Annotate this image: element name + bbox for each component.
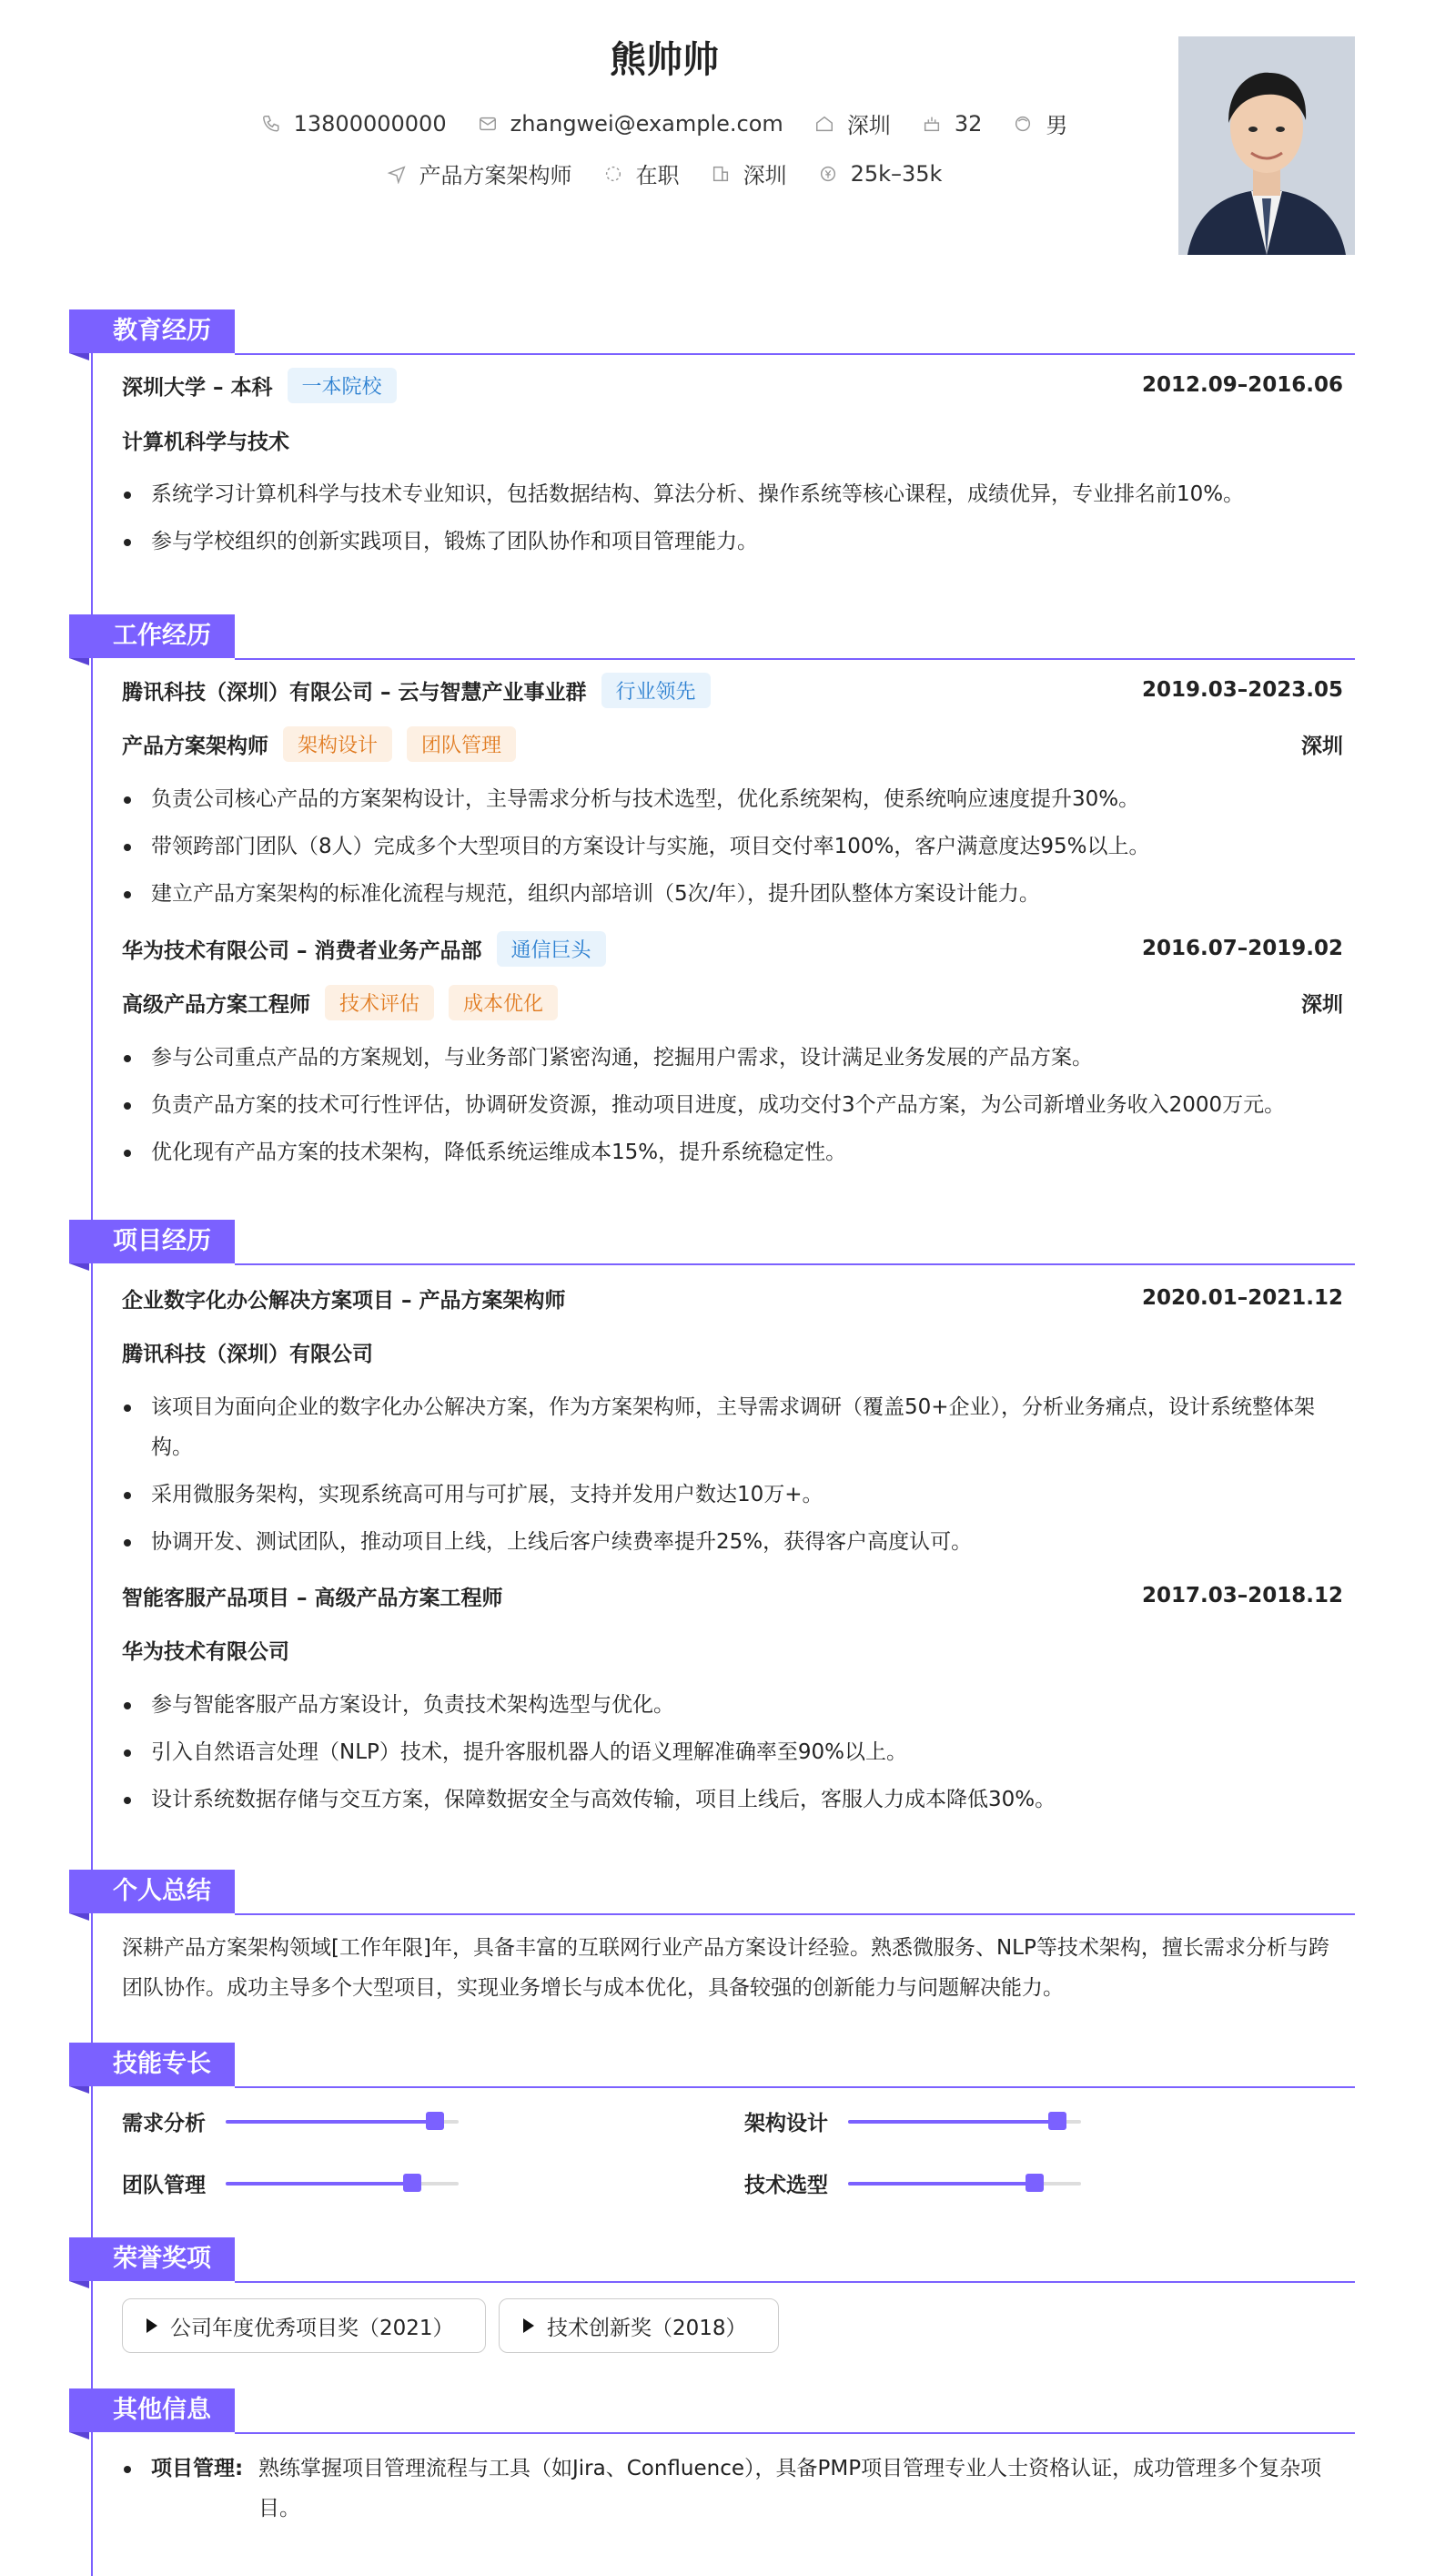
cake-icon: [922, 114, 942, 134]
other-text: 熟练掌握项目管理流程与工具（如Jira、Confluence），具备PMP项目管理专业人士资格认证，成功管理多个复杂项目。: [258, 2457, 1322, 2520]
section-project: [69, 1220, 1355, 1269]
work-bullets: [122, 1038, 1343, 1180]
project-date: 2017.03–2018.12: [1141, 1584, 1343, 1607]
skill-name: 需求分析: [122, 2112, 206, 2135]
list-item: 参与智能客服产品方案设计，负责技术架构选型与优化。: [122, 1685, 1343, 1725]
section-work: [69, 614, 1355, 664]
skill-track: [848, 2182, 1081, 2186]
skill-name: 架构设计: [744, 2112, 828, 2135]
send-icon: [387, 164, 407, 184]
section-summary: [69, 1870, 1355, 1919]
job-tag: 成本优化: [449, 985, 558, 1020]
status-item: [603, 157, 680, 189]
skill-item: [122, 2168, 459, 2198]
education-date: 2012.09–2016.06: [1141, 373, 1343, 397]
skill-track: [848, 2120, 1081, 2124]
section-title: 个人总结: [69, 1870, 235, 1913]
section-skills: [69, 2043, 1355, 2092]
section-fold: [69, 2281, 89, 2288]
list-item: 负责公司核心产品的方案架构设计，主导需求分析与技术选型，优化系统架构，使系统响应速度提升30%。: [122, 779, 1343, 819]
work-content: [122, 674, 1343, 1165]
list-item: 系统学习计算机科学与技术专业知识，包括数据结构、算法分析、操作系统等核心课程，成绩优异，专业排名前10%。: [122, 474, 1343, 514]
home-icon: [814, 114, 834, 134]
skill-item: [744, 2106, 1081, 2136]
job-title: 高级产品方案工程师: [122, 992, 310, 1017]
section-other: [69, 2388, 1355, 2438]
job-city: 深圳: [1301, 992, 1343, 1017]
work-date: 2016.07–2019.02: [1141, 937, 1343, 960]
gender-text: 男: [1046, 113, 1068, 138]
position-text: 产品方案架构师: [419, 163, 572, 188]
job-tag: 团队管理: [407, 726, 516, 762]
candidate-name: 熊帅帅: [610, 39, 719, 81]
work-city-item: [711, 157, 787, 189]
contact-row: [0, 107, 1329, 139]
skill-fill: [226, 2182, 412, 2186]
phone-icon: [261, 114, 281, 134]
status-icon: [603, 164, 623, 184]
age-text: 32: [954, 110, 983, 137]
mail-icon: [478, 114, 498, 134]
skill-item: [122, 2106, 459, 2136]
skill-fill: [848, 2182, 1035, 2186]
phone-text: 13800000000: [293, 110, 447, 137]
job-city: 深圳: [1301, 734, 1343, 758]
section-awards: [69, 2237, 1355, 2287]
section-rule: [235, 2281, 1355, 2283]
skill-name: 团队管理: [122, 2174, 206, 2197]
section-title: 其他信息: [69, 2388, 235, 2432]
section-education: [69, 309, 1355, 359]
other-content: [122, 2449, 1343, 2540]
list-item: 协调开发、测试团队，推动项目上线，上线后客户续费率提升25%，获得客户高度认可。: [122, 1522, 1343, 1562]
section-rule: [235, 353, 1355, 355]
email-item: [478, 111, 783, 137]
list-item: 采用微服务架构，实现系统高可用与可扩展，支持并发用户数达10万+。: [122, 1475, 1343, 1515]
section-title: 技能专长: [69, 2043, 235, 2086]
list-item: 参与公司重点产品的方案规划，与业务部门紧密沟通，挖掘用户需求，设计满足业务发展的产品方案。: [122, 1038, 1343, 1078]
award-chip: [499, 2298, 779, 2353]
location-text: 深圳: [846, 113, 891, 138]
list-item: 建立产品方案架构的标准化流程与规范，组织内部培训（5次/年），提升团队整体方案设计能力。: [122, 874, 1343, 914]
awards-content: [122, 2298, 1343, 2355]
position-item: [387, 157, 572, 189]
education-bullets: [122, 474, 1343, 569]
section-rule: [235, 1263, 1355, 1265]
profile-photo: [1178, 36, 1355, 255]
skill-item: [744, 2168, 1081, 2198]
phone-item: [261, 111, 447, 137]
company-badge: 通信巨头: [497, 931, 606, 967]
award-chip: [122, 2298, 486, 2353]
location-item: [814, 107, 891, 139]
work-city-text: 深圳: [743, 163, 787, 188]
list-item: 优化现有产品方案的技术架构，降低系统运维成本15%，提升系统稳定性。: [122, 1132, 1343, 1172]
summary-content: [122, 1928, 1343, 2019]
skill-knob: [426, 2112, 444, 2130]
job-tag: 技术评估: [325, 985, 434, 1020]
skill-name: 技术选型: [744, 2174, 828, 2197]
work-bullets: [122, 779, 1343, 921]
section-rule: [235, 2086, 1355, 2088]
project-name: 智能客服产品项目 – 高级产品方案工程师: [122, 1586, 503, 1610]
gender-item: [1013, 107, 1067, 139]
summary-text: 深耕产品方案架构领域[工作年限]年，具备丰富的互联网行业产品方案设计经验。熟悉微服务、NLP等技术架构，擅长需求分析与跨团队协作。成功主导多个大型项目，实现业务增长与成本优化，具备较强的创新能力与问题解决能力。: [122, 1936, 1329, 2000]
skill-fill: [848, 2120, 1057, 2124]
list-item: 引入自然语言处理（NLP）技术，提升客服机器人的语义理解准确率至90%以上。: [122, 1732, 1343, 1772]
skill-knob: [403, 2174, 421, 2192]
section-fold: [69, 2086, 89, 2094]
education-content: [122, 369, 1343, 569]
school-name: 深圳大学 – 本科: [122, 375, 273, 400]
list-item: 带领跨部门团队（8人）完成多个大型项目的方案设计与实施，项目交付率100%，客户满意度达95%以上。: [122, 827, 1343, 867]
section-title: 项目经历: [69, 1220, 235, 1263]
list-item: 设计系统数据存储与交互方案，保障数据安全与高效传输，项目上线后，客服人力成本降低30%。: [122, 1780, 1343, 1820]
skill-track: [226, 2120, 459, 2124]
gender-icon: [1013, 114, 1033, 134]
section-rule: [235, 2432, 1355, 2434]
age-item: [922, 111, 983, 137]
skill-knob: [1048, 2112, 1066, 2130]
company-badge: 行业领先: [601, 673, 711, 708]
skill-knob: [1026, 2174, 1044, 2192]
skill-fill: [226, 2120, 435, 2124]
project-date: 2020.01–2021.12: [1141, 1286, 1343, 1310]
project-bullets: [122, 1387, 1343, 1569]
award-label: 公司年度优秀项目奖（2021）: [170, 2316, 454, 2340]
company-name: 腾讯科技（深圳）有限公司 – 云与智慧产业事业群: [122, 680, 587, 705]
award-label: 技术创新奖（2018）: [547, 2316, 747, 2340]
play-icon: [147, 2318, 157, 2333]
project-bullets: [122, 1685, 1343, 1827]
job-intent-row: [0, 157, 1329, 189]
project-company: 腾讯科技（深圳）有限公司: [122, 1342, 373, 1366]
company-name: 华为技术有限公司 – 消费者业务产品部: [122, 938, 482, 963]
project-name: 企业数字化办公解决方案项目 – 产品方案架构师: [122, 1288, 566, 1313]
other-label: 项目管理:: [151, 2457, 244, 2480]
section-fold: [69, 658, 89, 665]
section-title: 荣誉奖项: [69, 2237, 235, 2281]
building-icon: [711, 164, 731, 184]
section-title: 工作经历: [69, 614, 235, 658]
work-date: 2019.03–2023.05: [1141, 678, 1343, 702]
school-badge: 一本院校: [288, 368, 397, 403]
job-tag: 架构设计: [283, 726, 392, 762]
project-content: [122, 1282, 1343, 1828]
job-title: 产品方案架构师: [122, 734, 268, 758]
skill-track: [226, 2182, 459, 2186]
section-rule: [235, 1913, 1355, 1915]
email-text: zhangwei@example.com: [510, 110, 783, 137]
section-rule: [235, 658, 1355, 660]
list-item: 负责产品方案的技术可行性评估，协调研发资源，推动项目进度，成功交付3个产品方案，为公司新增业务收入2000万元。: [122, 1085, 1343, 1125]
section-title: 教育经历: [69, 309, 235, 353]
salary-item: [818, 161, 943, 187]
section-fold: [69, 1263, 89, 1271]
major: 计算机科学与技术: [122, 430, 289, 454]
play-icon: [523, 2318, 534, 2333]
status-text: 在职: [635, 163, 680, 188]
person-avatar-icon: [1178, 36, 1355, 255]
salary-text: 25k–35k: [850, 160, 943, 187]
project-company: 华为技术有限公司: [122, 1639, 289, 1664]
bullet-dot: [124, 2466, 131, 2473]
section-fold: [69, 2432, 89, 2439]
list-item: 该项目为面向企业的数字化办公解决方案，作为方案架构师，主导需求调研（覆盖50+企业），分析业务痛点，设计系统整体架构。: [122, 1387, 1343, 1467]
section-fold: [69, 1913, 89, 1921]
salary-icon: [818, 164, 838, 184]
list-item: 参与学校组织的创新实践项目，锻炼了团队协作和项目管理能力。: [122, 522, 1343, 562]
section-fold: [69, 353, 89, 360]
